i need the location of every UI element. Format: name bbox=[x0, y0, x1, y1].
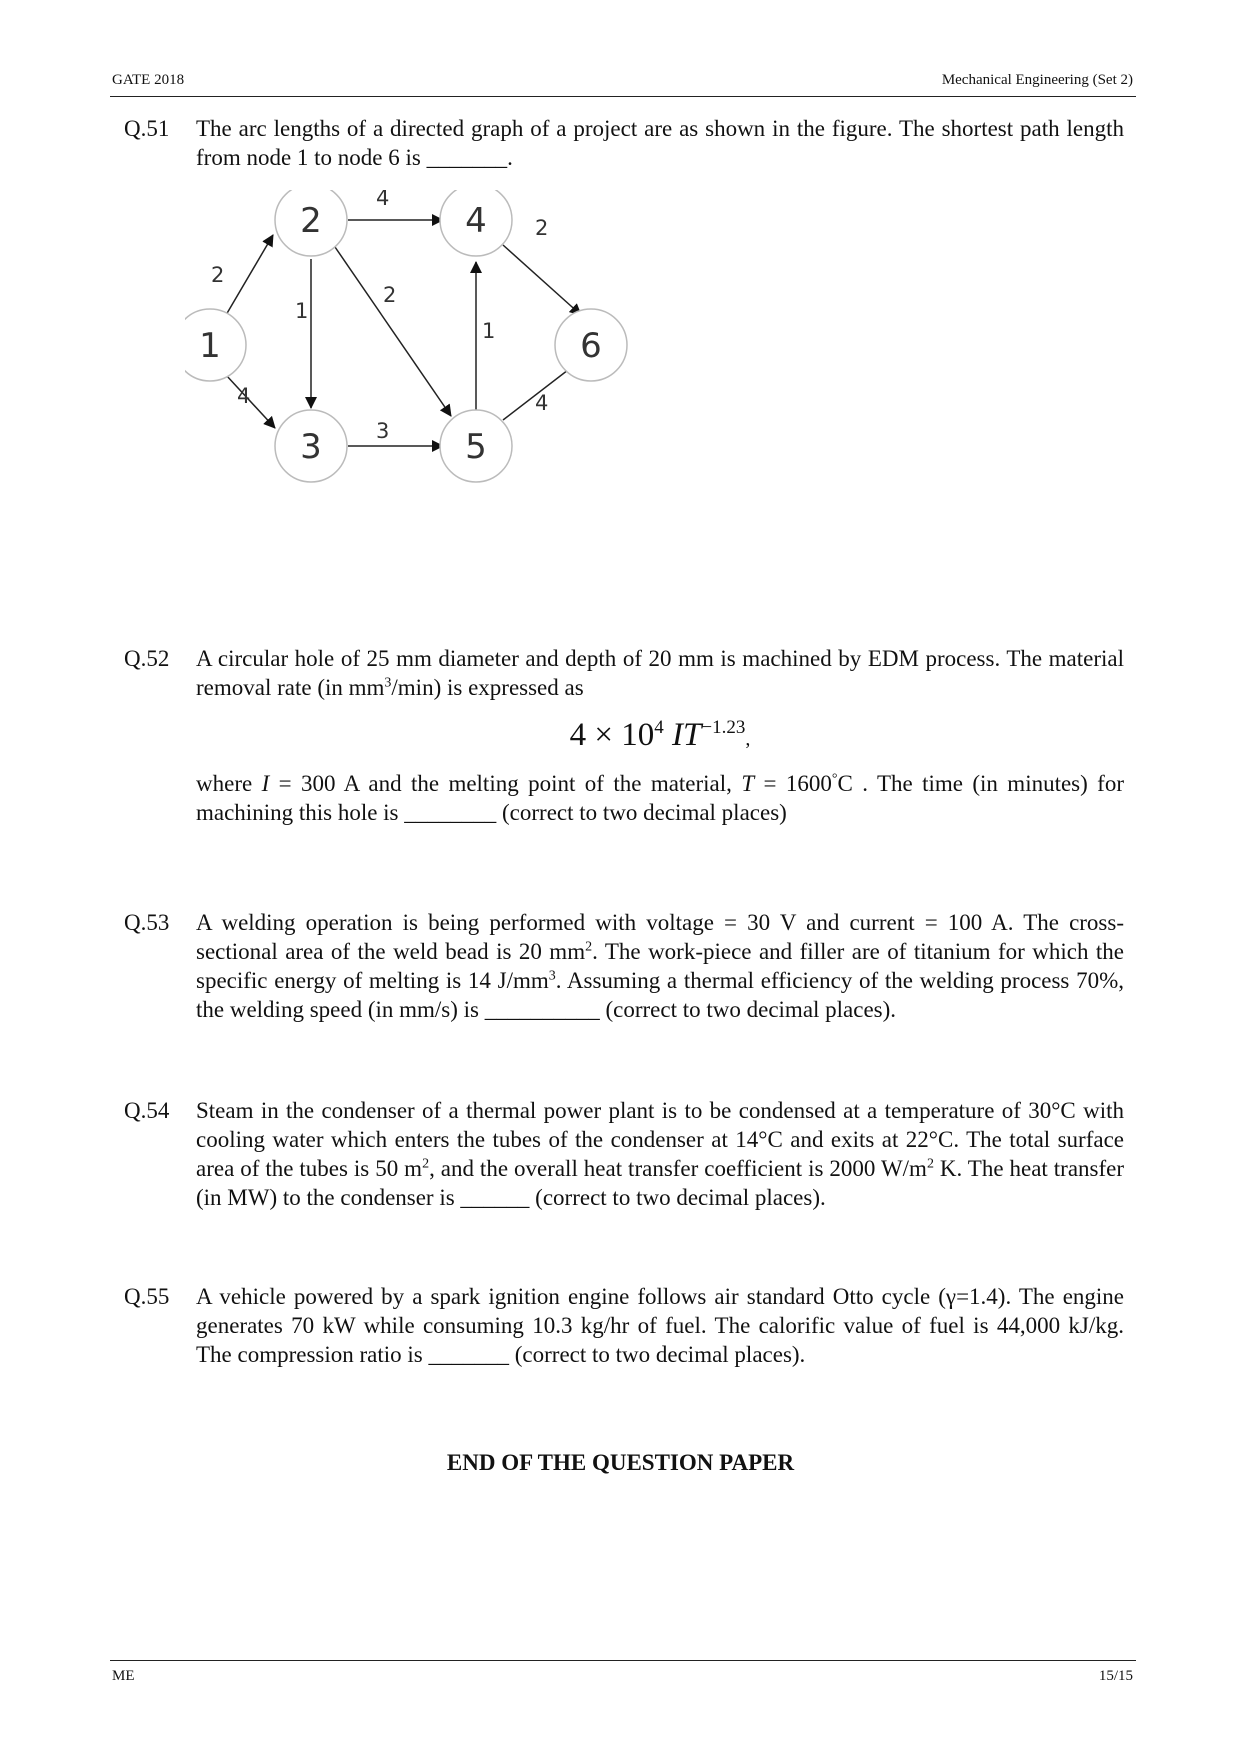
node-6 bbox=[555, 309, 627, 381]
question-number: Q.53 bbox=[124, 910, 170, 935]
question-number: Q.55 bbox=[124, 1284, 170, 1309]
edge-weight-2-4: 4 bbox=[376, 190, 390, 210]
edge-2-5 bbox=[335, 247, 451, 416]
edge-4-6 bbox=[503, 245, 581, 315]
edge-1-3 bbox=[226, 375, 275, 428]
question-number: Q.51 bbox=[124, 116, 170, 141]
question-51 bbox=[124, 114, 1124, 172]
question-text: Steam in the condenser of a thermal power plant is to be condensed at a temperature of 30°C with cooling water which enters the tubes of the condenser at 14°C and exits at 22°C. The total surface area of the tubes is 50 $m^2$, and the overall heat transfer coefficient is 2000 $W/m^2$ K. The heat transfer (in MW) to the condenser is ______ (correct to two decimal places). bbox=[196, 1098, 1125, 1210]
question-text: A welding operation is being performed with voltage = 30 V and current = 100 A. The cross-sectional area of the weld bead is 20 $mm^2$. The work-piece and filler are of titanium for which the specific energy of melting is 14 $J/mm^3$. Assuming a thermal efficiency of the welding process 70%, the welding speed (in mm/s) is __________ (correct to two decimal places). bbox=[196, 910, 1124, 1022]
question-text: A vehicle powered by a spark ignition engine follows air standard Otto cycle (γ=1.4). The engine generates 70 kW while consuming 10.3 kg/hr of fuel. The calorific value of fuel is 44,000 kJ/kg. The compression ratio is _______ (correct to two decimal places). bbox=[196, 1284, 1124, 1367]
project-network-graph bbox=[185, 190, 655, 500]
question-52 bbox=[124, 644, 1124, 827]
question-55 bbox=[124, 1282, 1124, 1369]
edge-weight-2-5: 2 bbox=[383, 283, 397, 307]
edge-weight-3-5: 3 bbox=[376, 419, 390, 443]
end-of-paper-heading: END OF THE QUESTION PAPER bbox=[446, 1450, 795, 1475]
svg-text:4: 4 bbox=[465, 201, 487, 241]
svg-text:2: 2 bbox=[300, 201, 322, 241]
edge-weight-2-3: 1 bbox=[295, 299, 309, 323]
node-4 bbox=[440, 190, 512, 256]
edge-weight-4-6: 2 bbox=[535, 216, 549, 240]
node-2 bbox=[275, 190, 347, 256]
node-5 bbox=[440, 410, 512, 482]
edge-weight-1-2: 2 bbox=[211, 263, 225, 287]
mrr-formula: $4 \times 10^4$ $IT^{-1.23}$, bbox=[569, 717, 751, 753]
question-number: Q.54 bbox=[124, 1098, 170, 1123]
question-53 bbox=[124, 908, 1124, 1024]
question-54 bbox=[124, 1096, 1124, 1212]
node-3 bbox=[275, 410, 347, 482]
question-text: A circular hole of 25 mm diameter and depth of 20 mm is machined by EDM process. The material removal rate (in $mm^3/\min$) is expressed as $4 \times 10^4$ $IT^{-1.23}$, where I = 300 A and the melting point of the material, T = 1600°C . The time (in minutes) for machining this hole is ________ (correct to two decimal places) bbox=[196, 646, 1124, 825]
svg-text:5: 5 bbox=[465, 427, 487, 467]
footer-paper-code: ME bbox=[112, 1668, 135, 1684]
edge-weight-5-4: 1 bbox=[482, 319, 496, 343]
header-divider bbox=[110, 96, 1136, 97]
svg-text:3: 3 bbox=[300, 427, 322, 467]
edge-weight-5-6: 4 bbox=[535, 391, 549, 415]
header-subject: Mechanical Engineering (Set 2) bbox=[941, 72, 1133, 88]
edge-weight-1-3: 4 bbox=[237, 384, 251, 408]
svg-text:6: 6 bbox=[580, 326, 602, 366]
question-number: Q.52 bbox=[124, 646, 170, 671]
question-text: The arc lengths of a directed graph of a project are as shown in the figure. The shortest path length from node 1 to node 6 is _______. bbox=[196, 116, 1124, 170]
header-exam-name: GATE 2018 bbox=[112, 72, 185, 88]
svg-text:1: 1 bbox=[199, 326, 221, 366]
node-1 bbox=[185, 309, 246, 381]
footer-page-number: 15/15 bbox=[1098, 1668, 1133, 1684]
edge-1-2 bbox=[226, 235, 273, 315]
footer-divider bbox=[110, 1660, 1136, 1661]
